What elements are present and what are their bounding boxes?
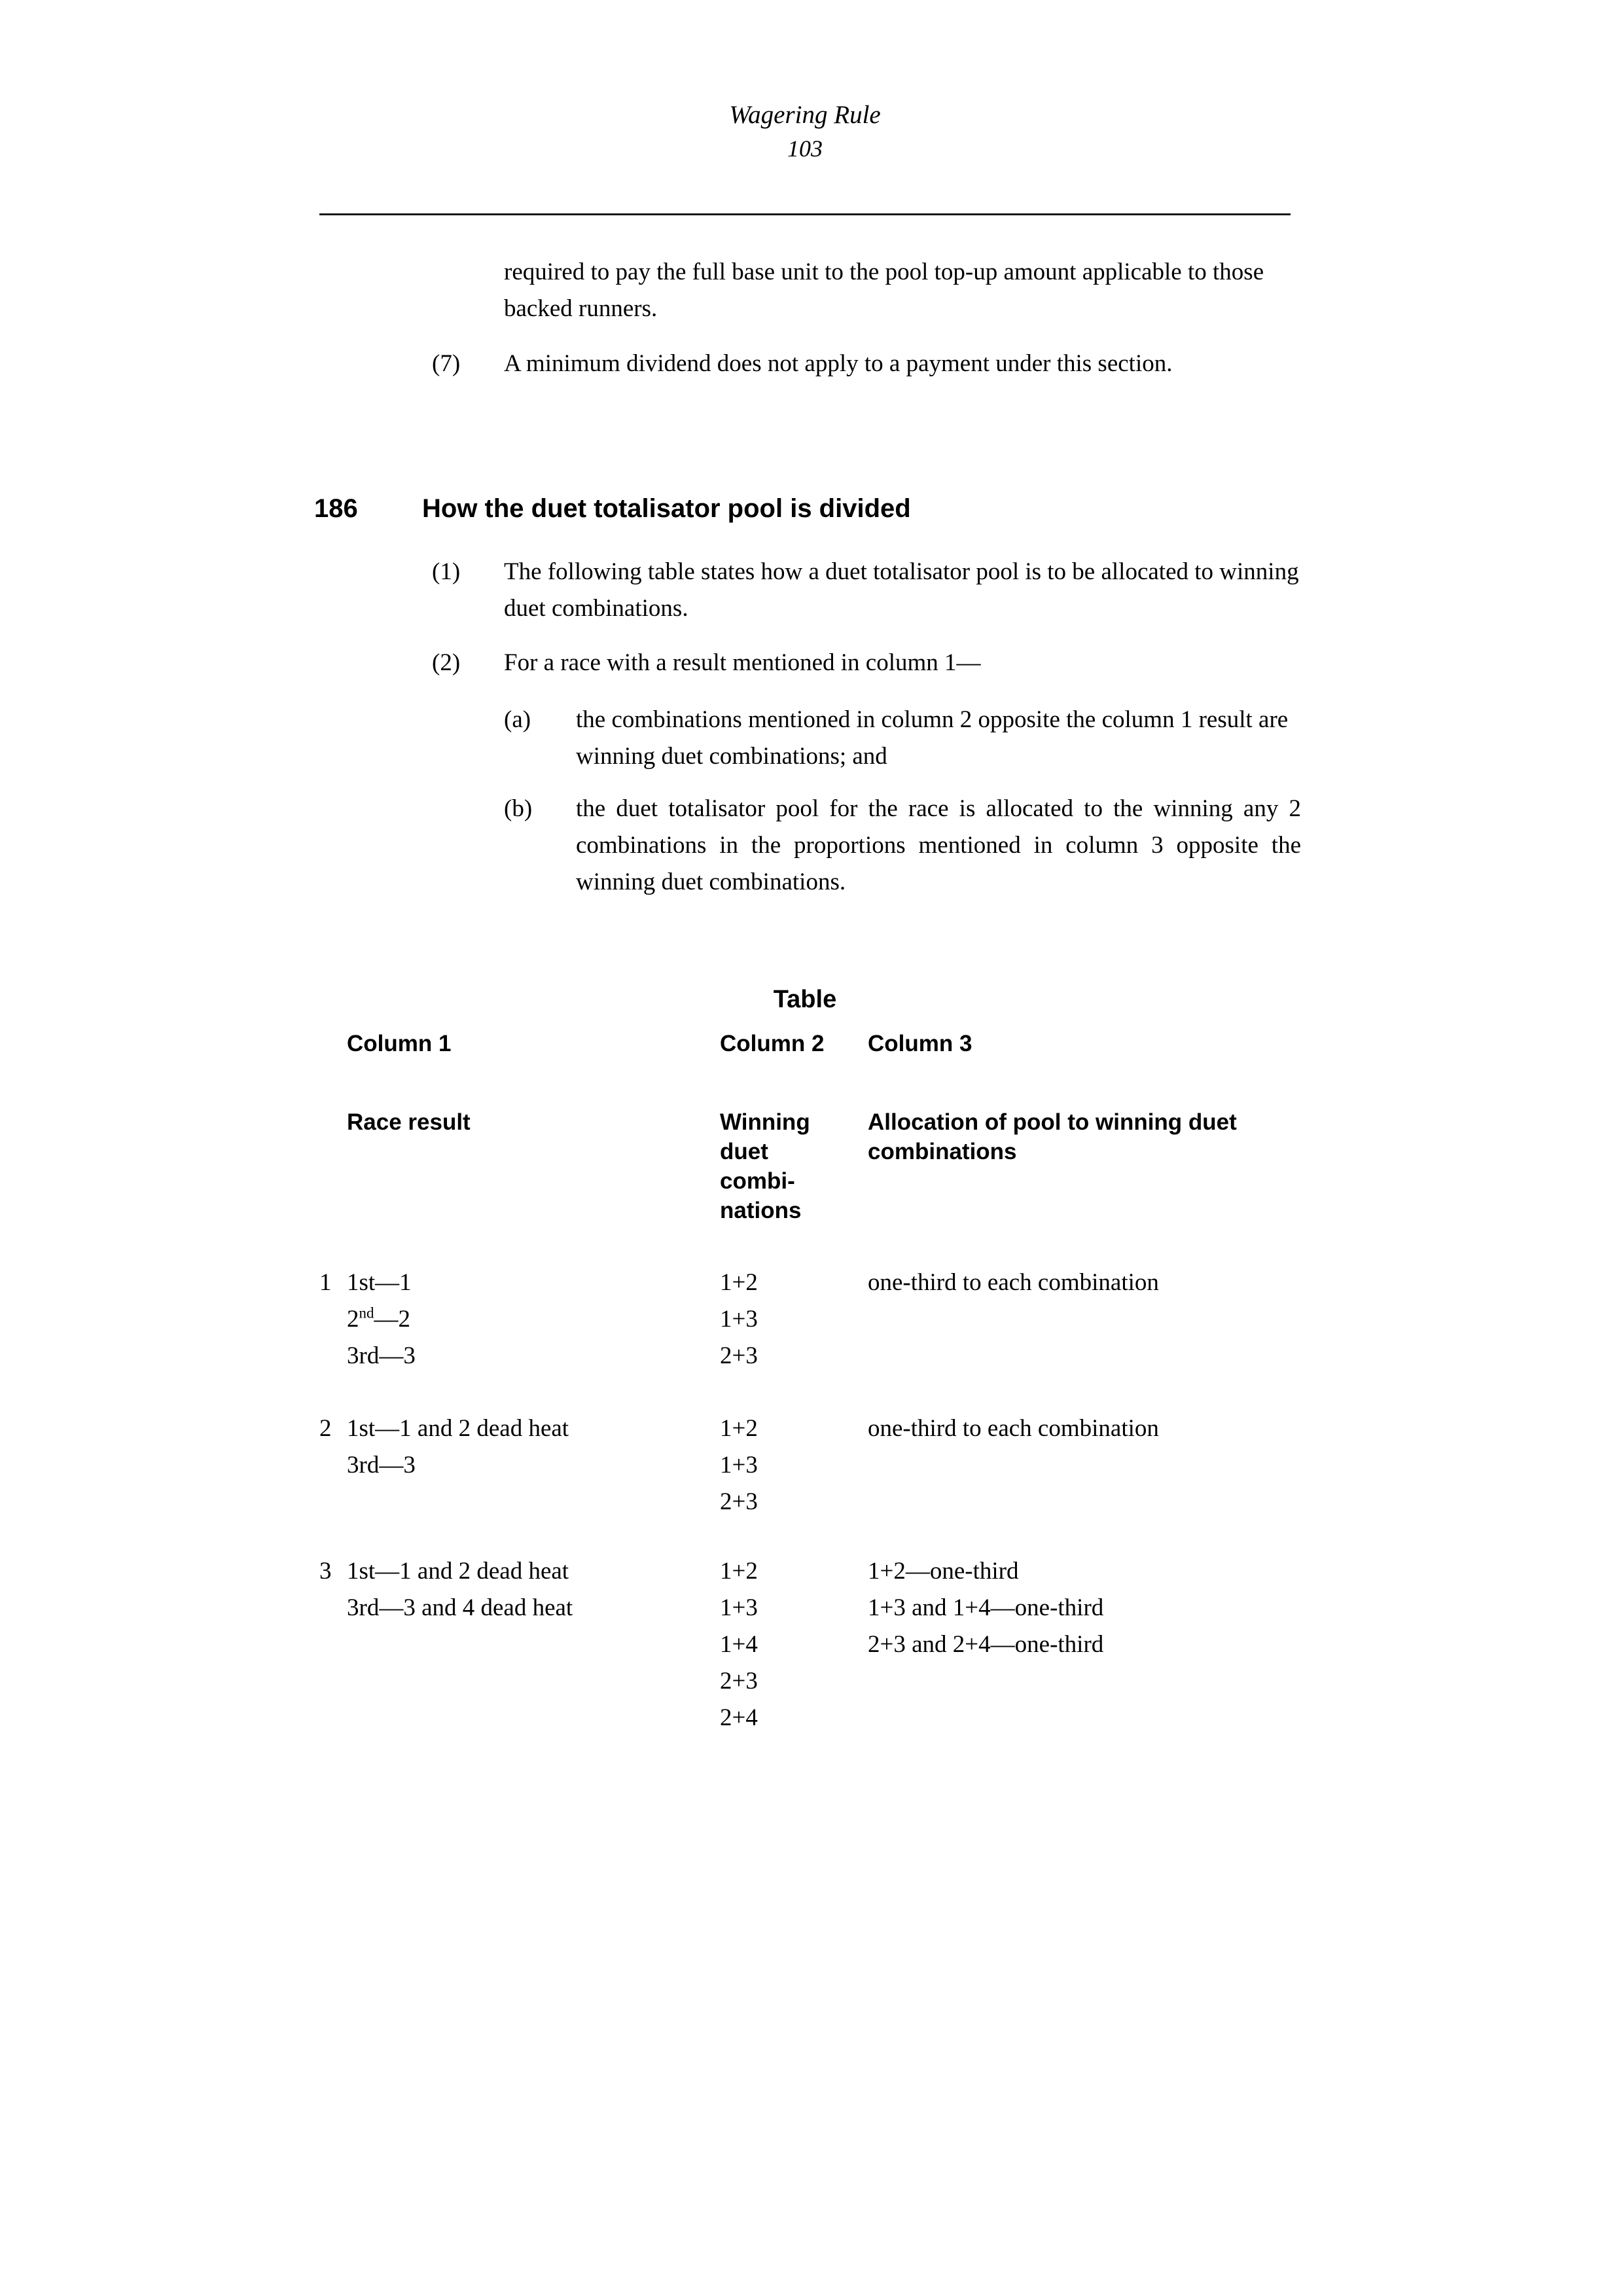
header-title: Wagering Rule [729,101,881,129]
subsection-1-number: (1) [432,558,461,585]
row-winning-combinations [720,1553,846,1736]
row-allocation [868,1410,1300,1447]
allocation-line: one-third to each combination [868,1269,1159,1296]
table-row [319,1265,1301,1410]
subsection-2 [432,645,1301,681]
combination: 1+3 [720,1452,758,1479]
paragraph-a [504,702,1301,775]
table-caption: Table [773,986,837,1013]
allocation-line: one-third to each combination [868,1415,1159,1442]
allocation-line: 1+3 and 1+4—one-third [868,1594,1104,1621]
column-label-1: Column 1 [347,1031,452,1056]
column-header-line: duet [720,1139,768,1164]
column-label-3: Column 3 [868,1031,972,1056]
allocation-line: 2+3 and 2+4—one-third [868,1631,1104,1658]
allocation-line: 1+2—one-third [868,1558,1019,1585]
subsection-2-number: (2) [432,649,461,676]
combination: 1+2 [720,1558,758,1585]
continued-paragraph: required to pay the full base unit to the pool top-up amount applicable to those backed runners. [504,259,1264,322]
column-header-winning-combinations [720,1107,846,1225]
combination: 1+2 [720,1269,758,1296]
row-allocation [868,1265,1300,1301]
paragraph-b-number: (b) [504,795,533,822]
combination: 2+4 [720,1704,758,1731]
row-winning-combinations [720,1265,846,1374]
column-header-line: combi- [720,1168,795,1194]
subsection-1-text: The following table states how a duet totalisator pool is to be allocated to winning duet combinations. [504,558,1299,622]
row-allocation [868,1553,1300,1663]
race-result-line: 3rd—3 [347,1452,416,1479]
row-race-result [347,1553,713,1626]
table-row [319,1410,1301,1553]
page-title: How the duet totalisator pool is divided [422,494,911,523]
paragraph-a-number: (a) [504,706,531,733]
subsection-2-text: For a race with a result mentioned in column 1— [504,649,981,676]
row-winning-combinations [720,1410,846,1520]
header-page-number: 103 [787,135,823,162]
race-result-line: 3rd—3 [347,1342,416,1369]
race-result-line: 1st—1 and 2 dead heat [347,1415,569,1442]
paragraph-b [504,791,1301,901]
row-race-result [347,1265,713,1374]
table-row [319,1553,1301,1749]
race-result-ordinal-suffix: nd [359,1304,374,1321]
table-column-label-row [319,1029,1301,1107]
column-header-allocation: Allocation of pool to winning duet combinations [868,1109,1237,1164]
section-heading [314,492,1301,525]
paragraph-b-text: the duet totalisator pool for the race is allocated to the winning any 2 combinations in the proportions mentioned in column 3 opposite the winning duet combinations. [576,795,1301,895]
race-result-line: 3rd—3 and 4 dead heat [347,1594,573,1621]
row-number: 2 [319,1415,332,1442]
row-race-result [347,1410,713,1484]
running-header [319,98,1291,165]
subsection-1 [432,554,1301,627]
subsection-7 [432,346,1301,382]
race-result-line: 1st—1 and 2 dead heat [347,1558,569,1585]
race-result-line: 1st—1 [347,1269,412,1296]
subsection-7-text: A minimum dividend does not apply to a payment under this section. [504,350,1173,377]
section-number: 186 [314,494,358,523]
combination: 2+3 [720,1488,758,1515]
column-header-line: nations [720,1198,802,1223]
row-number: 1 [319,1269,332,1296]
header-divider [319,213,1291,215]
combination: 1+2 [720,1415,758,1442]
combination: 1+3 [720,1306,758,1333]
combination: 2+3 [720,1668,758,1695]
combination: 1+3 [720,1594,758,1621]
column-header-race-result: Race result [347,1109,471,1135]
paragraph-a-text: the combinations mentioned in column 2 opposite the column 1 result are winning duet combinations; and [576,706,1289,770]
subsection-7-number: (7) [432,350,461,377]
combination: 2+3 [720,1342,758,1369]
combination: 1+4 [720,1631,758,1658]
table-header-row [319,1107,1301,1265]
race-result-ordinal: 2 [347,1306,359,1333]
row-number: 3 [319,1558,332,1585]
race-result-runner: —2 [374,1306,410,1333]
column-label-2: Column 2 [720,1031,825,1056]
race-result-line [347,1301,713,1338]
column-header-line: Winning [720,1109,810,1135]
duet-allocation-table [319,1029,1301,1749]
